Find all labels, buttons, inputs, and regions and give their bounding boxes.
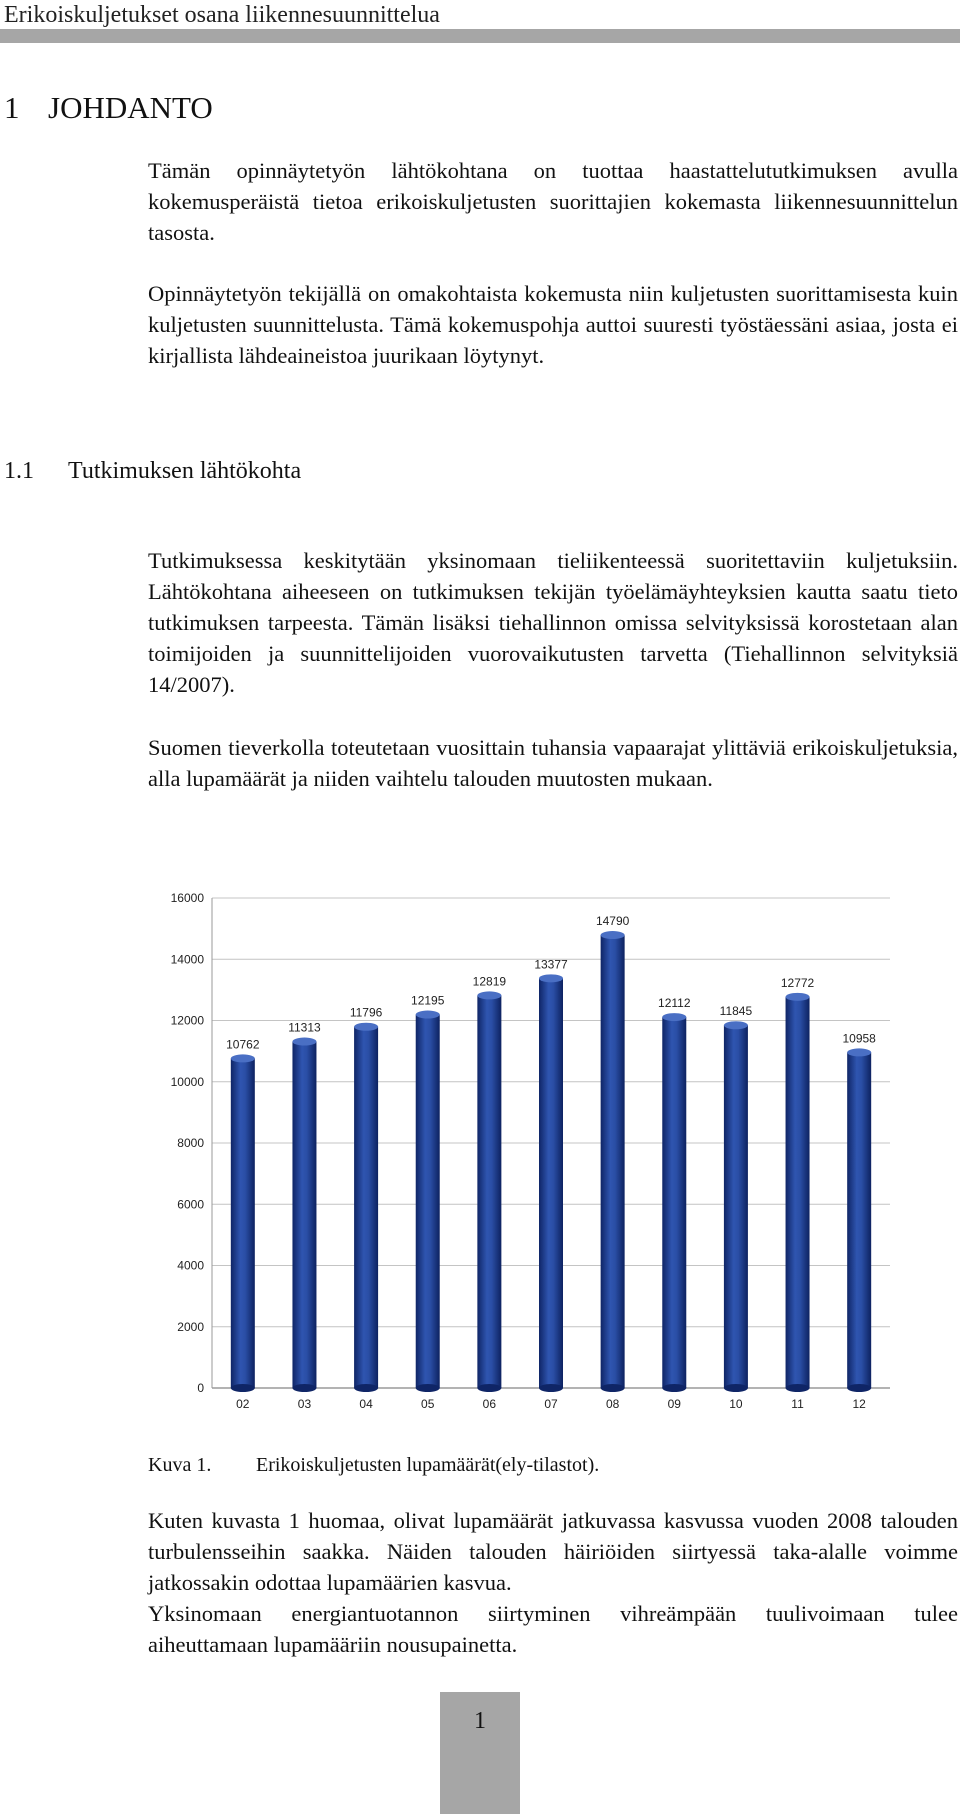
paragraph-focus: Tutkimuksessa keskitytään yksinomaan tieliikenteessä suoritettaviin kuljetuksiin. Lähtökohtana aiheeseen on tutkimuksen tekijän työelämäyhteyksien kautta saatu tieto tutkimuksen tarpeesta. Tämän lisäksi tiehallinnon omissa selvityksissä korostetaan alan toimijoiden ja suunnittelijoiden vuorovaikutusten tarvetta (Tiehallinnon selvityksiä 14/2007).: [148, 548, 958, 697]
x-tick-label: 04: [359, 1397, 373, 1410]
bar-cap: [662, 1013, 686, 1021]
bar: [231, 1058, 255, 1388]
x-tick-label: 09: [667, 1397, 681, 1410]
chart-y-ticks: [171, 891, 205, 1395]
bar: [539, 978, 563, 1388]
x-tick-label: 10: [729, 1397, 743, 1410]
header-rule: [0, 29, 960, 43]
x-tick-label: 12: [852, 1397, 866, 1410]
bar-cap: [416, 1011, 440, 1019]
x-tick-label: 06: [482, 1397, 497, 1410]
bar-value-label: 10762: [226, 1037, 260, 1052]
y-tick-label: 6000: [177, 1197, 204, 1212]
chart-x-ticks: [236, 1397, 866, 1410]
chapter-title: JOHDANTO: [48, 90, 213, 125]
bar-cap: [231, 1054, 255, 1062]
bar-base: [601, 1384, 625, 1392]
chapter-number: 1: [4, 90, 20, 125]
page-number: 1: [474, 1708, 486, 1734]
permit-bar-chart: [160, 870, 920, 1410]
figure-caption: [148, 1454, 599, 1477]
x-tick-label: 07: [544, 1397, 558, 1410]
bar-cap: [354, 1023, 378, 1031]
bar-cap: [724, 1021, 748, 1029]
bar: [477, 995, 501, 1388]
bar-value-label: 12112: [658, 996, 691, 1011]
y-tick-label: 2000: [177, 1319, 204, 1334]
bar-cap: [292, 1038, 316, 1046]
y-tick-label: 14000: [170, 952, 204, 967]
bar-value-label: 14790: [595, 914, 630, 929]
bar: [786, 997, 810, 1388]
bar-base: [477, 1384, 501, 1392]
paragraph-intro: Tämän opinnäytetyön lähtökohtana on tuottaa haastattelututkimuksen avulla kokemusperäistä tietoa erikoiskuljetusten suorittajien kokemasta liikennesuunnittelun tasosta.: [148, 158, 958, 245]
x-tick-label: 11: [791, 1397, 804, 1410]
chart-bars: [231, 931, 871, 1392]
section-heading: [4, 458, 301, 485]
bar-value-label: 12195: [411, 993, 445, 1008]
y-tick-label: 0: [197, 1381, 204, 1395]
y-tick-label: 10000: [170, 1074, 204, 1089]
x-tick-label: 08: [605, 1397, 620, 1410]
bar-value-label: 11313: [288, 1020, 321, 1035]
bar-value-label: 12772: [780, 975, 815, 990]
bar-value-label: 13377: [534, 957, 568, 972]
bar-cap: [847, 1048, 871, 1056]
paragraph-conclusion: Kuten kuvasta 1 huomaa, olivat lupamäärät jatkuvassa kasvussa vuoden 2008 talouden turbulensseihin saakka. Näiden talouden häiriöiden siirtyessä taka-alalle voimme jatkossakin odottaa lupamäärien kasvua.: [148, 1508, 958, 1595]
y-tick-label: 4000: [177, 1258, 204, 1273]
bar-base: [354, 1384, 378, 1392]
bar-value-label: 10958: [842, 1031, 876, 1046]
bar: [601, 935, 625, 1388]
bar: [354, 1027, 378, 1388]
paragraph-experience: Opinnäytetyön tekijällä on omakohtaista kokemusta niin kuljetusten suorittamisesta kuin kuljetusten suunnittelusta. Tämä kokemuspohja auttoi suuresti työstäessäni asiaa, josta ei kirjallista lähdeaineistoa juurikaan löytynyt.: [148, 281, 958, 368]
bar-value-label: 11845: [719, 1004, 753, 1019]
bar-value-label: 11796: [349, 1005, 383, 1020]
bar-base: [724, 1384, 748, 1392]
bar-cap: [786, 993, 810, 1001]
bar-base: [416, 1384, 440, 1392]
y-tick-label: 16000: [170, 891, 204, 905]
bar-base: [662, 1384, 686, 1392]
running-header: Erikoiskuljetukset osana liikennesuunnittelua: [4, 2, 440, 28]
bar-cap: [539, 974, 563, 982]
bar-base: [231, 1384, 255, 1392]
x-tick-label: 02: [236, 1397, 250, 1410]
figure-caption-text: Erikoiskuljetusten lupamäärät(ely-tilastot).: [256, 1454, 600, 1476]
bar-cap: [477, 991, 501, 999]
bar-value-label: 12819: [472, 974, 507, 989]
bar-base: [786, 1384, 810, 1392]
bar-cap: [601, 931, 625, 939]
bar: [416, 1015, 440, 1388]
page-number-box: [440, 1692, 520, 1814]
bar: [724, 1025, 748, 1388]
bar-base: [292, 1384, 316, 1392]
paragraph-wind-power: Yksinomaan energiantuotannon siirtyminen vihreämpään tuulivoimaan tulee aiheuttamaan lupamääriin nousupainetta.: [148, 1601, 958, 1657]
section-number: 1.1: [4, 458, 34, 484]
bar-base: [539, 1384, 563, 1392]
x-tick-label: 05: [421, 1397, 435, 1410]
figure-label: Kuva 1.: [148, 1454, 212, 1476]
bar-base: [847, 1384, 871, 1392]
section-title: Tutkimuksen lähtökohta: [68, 458, 302, 484]
x-tick-label: 03: [297, 1397, 312, 1410]
bar: [847, 1052, 871, 1388]
y-tick-label: 8000: [177, 1136, 204, 1150]
bar: [292, 1042, 316, 1388]
chapter-heading: [4, 90, 213, 126]
bar: [662, 1017, 686, 1388]
y-tick-label: 12000: [170, 1013, 204, 1028]
paragraph-permits: Suomen tieverkolla toteutetaan vuosittain tuhansia vapaarajat ylittäviä erikoiskuljetuksia, alla lupamäärät ja niiden vaihtelu talouden muutosten mukaan.: [148, 735, 958, 791]
